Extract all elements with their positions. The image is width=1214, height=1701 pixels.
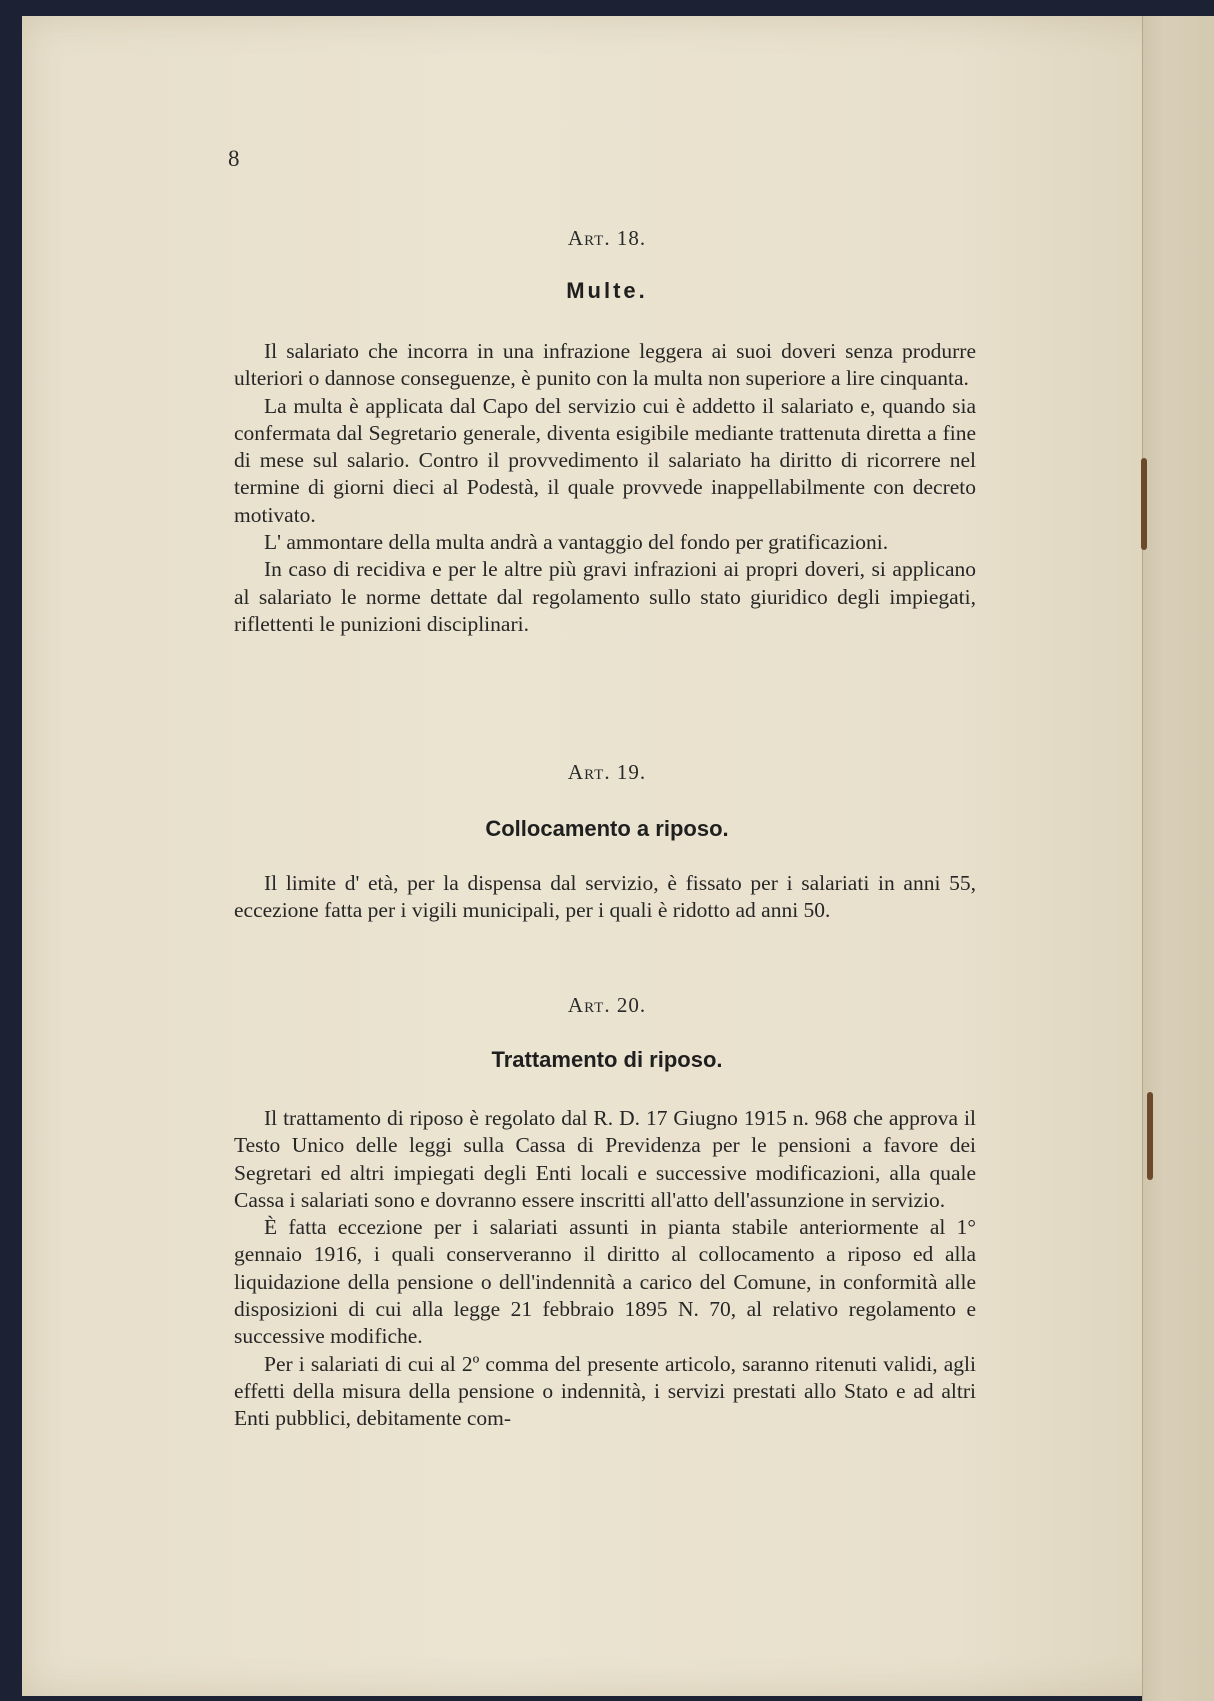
article-19-paragraph-1: Il limite d' età, per la dispensa dal servizio, è fissato per i salariati in anni 55, eccezione fatta per i vigili municipali, per i quali è ridotto ad anni 50. bbox=[234, 871, 976, 923]
article-20-body bbox=[234, 1105, 976, 1433]
article-18-paragraph-3: L' ammontare della multa andrà a vantaggio del fondo per gratificazioni. bbox=[264, 530, 889, 555]
article-18-body bbox=[234, 338, 976, 638]
page-number: 8 bbox=[228, 146, 240, 171]
article-18-paragraph-2: La multa è applicata dal Capo del servizio cui è addetto il salariato e, quando sia confermata dal Segretario generale, diventa esigibile mediante trattenuta diretta a fine di mese sul salario. Contro il provvedimento il salariato ha diritto di ricorrere nel termine di giorni dieci al Podestà, il quale provvede inappellabilmente con decreto motivato. bbox=[234, 393, 976, 527]
adjacent-page-edge bbox=[1142, 16, 1214, 1701]
article-19-heading: Collocamento a riposo. bbox=[485, 816, 729, 841]
binding-staple-top bbox=[1141, 458, 1147, 550]
article-19-body bbox=[234, 870, 976, 925]
article-20-paragraph-1: Il trattamento di riposo è regolato dal R. D. 17 Giugno 1915 n. 968 che approva il Testo Unico delle leggi sulla Cassa di Previdenza per le pensioni a favore dei Segretari ed altri impiegati degli Enti locali e successive modificazioni, alla quale Cassa i salariati sono e dovranno essere inscritti all'atto dell'assunzione in servizio. bbox=[234, 1106, 976, 1212]
article-18-label: Art. 18. bbox=[567, 226, 647, 250]
article-20-label: Art. 20. bbox=[567, 993, 647, 1017]
document-page bbox=[22, 16, 1182, 1696]
article-18-paragraph-4: In caso di recidiva e per le altre più gravi infrazioni ai propri doveri, si applicano al salariato le norme dettate dal regolamento sullo stato giuridico degli impiegati, riflettenti le punizioni disciplinari. bbox=[234, 557, 976, 636]
article-20-heading: Trattamento di riposo. bbox=[491, 1047, 723, 1072]
binding-staple-bottom bbox=[1147, 1092, 1153, 1180]
article-18-heading: Multe. bbox=[566, 278, 648, 303]
article-20-paragraph-2: È fatta eccezione per i salariati assunti in pianta stabile anteriormente al 1° gennaio 1916, i quali conserveranno il diritto al collocamento a riposo ed alla liquidazione della pensione o dell'indennità a carico del Comune, in conformità alle disposizioni di cui alla legge 21 febbraio 1895 N. 70, al relativo regolamento e successive modifiche. bbox=[234, 1215, 976, 1349]
article-20-paragraph-3: Per i salariati di cui al 2º comma del presente articolo, saranno ritenuti validi, agli effetti della misura della pensione o indennità, i servizi prestati allo Stato e ad altri Enti pubblici, debitamente com- bbox=[234, 1351, 976, 1431]
article-19-label: Art. 19. bbox=[567, 760, 647, 784]
article-18-paragraph-1: Il salariato che incorra in una infrazione leggera ai suoi doveri senza produrre ulteriori o dannose conseguenze, è punito con la multa non superiore a lire cinquanta. bbox=[234, 339, 976, 391]
